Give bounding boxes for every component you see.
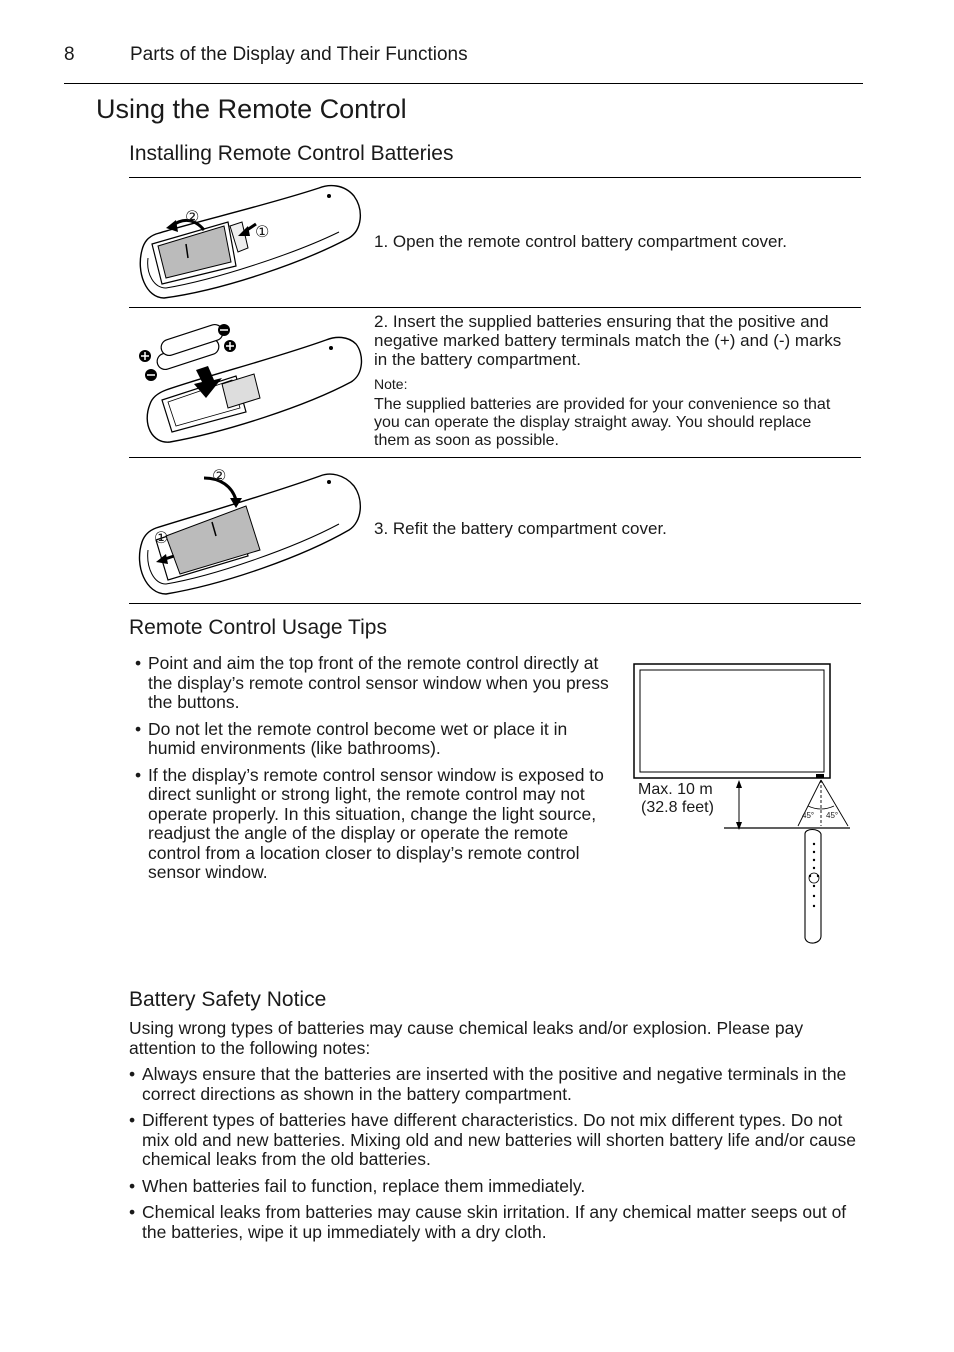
list-item: • When batteries fail to function, replace them immediately. xyxy=(129,1175,586,1196)
header-rule xyxy=(64,83,863,84)
list-item: • Always ensure that the batteries are inserted with the positive and negative terminals in the correct directions as shown in the battery compartment. xyxy=(129,1064,847,1104)
angle-right-label: 45° xyxy=(826,811,839,820)
list-item: • Do not let the remote control become wet or place it in humid environments (like bathrooms). xyxy=(135,718,568,758)
range-distance-feet: (32.8 feet) xyxy=(641,799,714,816)
step-3-text: 3. Refit the battery compartment cover. xyxy=(374,519,667,538)
tips-heading: Remote Control Usage Tips xyxy=(129,616,387,639)
step-2-text: 2. Insert the supplied batteries ensuring that the positive and negative marked battery terminals match the (+) and (-) marks in the battery compartment. xyxy=(374,312,842,369)
list-item: • If the display’s remote control sensor window is exposed to direct sunlight or strong light, the remote control may not operate properly. In this situation, change the light source, readjust the angle of the display or operate the remote control from a location closer to display’s remote control sensor window. xyxy=(135,764,604,882)
safety-intro: Using wrong types of batteries may cause chemical leaks and/or explosion. Please pay attention to the following notes: xyxy=(129,1018,804,1058)
safety-list xyxy=(129,1065,861,1249)
table-rule-2 xyxy=(129,457,861,458)
marker-one: ① xyxy=(255,224,270,241)
chapter-title: Parts of the Display and Their Functions xyxy=(130,44,468,65)
marker-two-step3: ② xyxy=(212,468,227,485)
remote-open-cover-illustration xyxy=(134,182,366,304)
tips-list xyxy=(130,654,616,890)
remote-insert-batteries-illustration xyxy=(136,318,366,444)
table-rule-1 xyxy=(129,307,861,308)
remote-refit-cover-illustration xyxy=(134,464,366,598)
page-number: 8 xyxy=(64,44,75,65)
marker-one-step3: ① xyxy=(154,530,169,547)
list-item: • Point and aim the top front of the remote control directly at the display’s remote control sensor window when you press the buttons. xyxy=(135,653,609,712)
range-distance: Max. 10 m xyxy=(638,781,713,798)
marker-two: ② xyxy=(185,209,200,226)
table-rule-bottom xyxy=(129,603,861,604)
safety-heading: Battery Safety Notice xyxy=(129,988,327,1011)
angle-left-label: 45° xyxy=(802,811,815,820)
note-label: Note: xyxy=(374,376,408,392)
list-item: • Chemical leaks from batteries may cause skin irritation. If any chemical matter seeps out of the batteries, wipe it up immediately with a dry cloth. xyxy=(129,1202,847,1242)
page-title: Using the Remote Control xyxy=(96,94,407,124)
table-rule-top xyxy=(129,177,861,178)
note-text: The supplied batteries are provided for your convenience so that you can operate the display straight away. You should replace them as soon as possible. xyxy=(374,396,831,449)
installing-heading: Installing Remote Control Batteries xyxy=(129,142,454,165)
step-1-text: 1. Open the remote control battery compartment cover. xyxy=(374,232,787,251)
list-item: • Different types of batteries have different characteristics. Do not mix different types. Do not mix old and new batteries. Mixing old and new batteries will shorten battery life and/or cause chemical leaks from the old batteries. xyxy=(129,1110,856,1169)
